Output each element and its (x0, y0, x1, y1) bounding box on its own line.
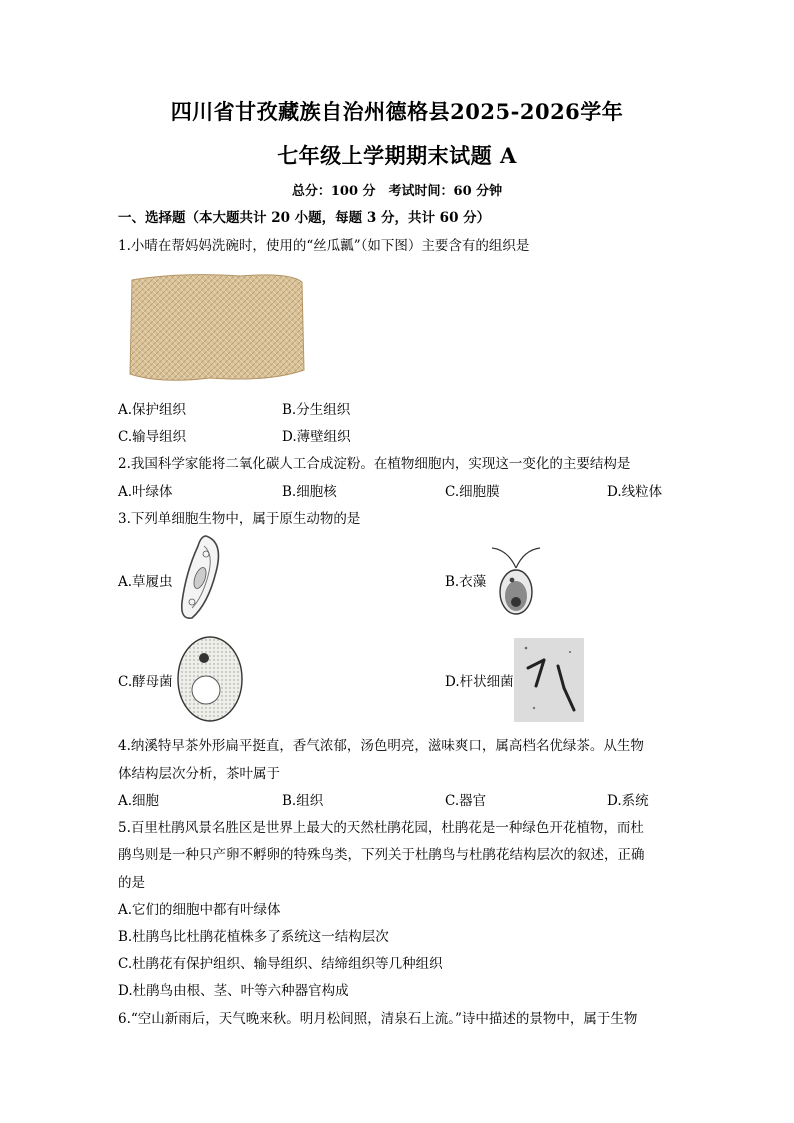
q1-option-c[interactable]: C.输导组织 (118, 429, 187, 445)
question-4-stem-line-2: 体结构层次分析，茶叶属于 (118, 766, 280, 782)
q5-option-b[interactable]: B.杜鹃鸟比杜鹃花植株多了系统这一结构层次 (118, 929, 389, 945)
bacillus-image (514, 638, 584, 722)
loofah-sponge-image (120, 270, 310, 388)
question-3-stem: 3.下列单细胞生物中，属于原生动物的是 (118, 511, 361, 527)
section-heading: 一、选择题（本大题共计 20 小题，每题 3 分，共计 60 分） (118, 210, 491, 226)
chlamydomonas-image (486, 540, 546, 620)
q5-option-a[interactable]: A.它们的细胞中都有叶绿体 (118, 902, 281, 918)
question-5-stem-line-1: 5.百里杜鹃风景名胜区是世界上最大的天然杜鹃花园，杜鹃花是一种绿色开花植物，而杜 (118, 820, 644, 836)
question-4-stem-line-1: 4.纳溪特早茶外形扁平挺直，香气浓郁，汤色明亮，滋味爽口，属高档名优绿茶。从生物 (118, 738, 644, 754)
q4-option-b[interactable]: B.组织 (282, 793, 324, 809)
q2-option-a[interactable]: A.叶绿体 (118, 484, 173, 500)
q3-option-a[interactable]: A.草履虫 (118, 574, 173, 590)
title-line-1: 四川省甘孜藏族自治州德格县2025-2026学年 (170, 99, 624, 124)
q3-option-c[interactable]: C.酵母菌 (118, 674, 173, 690)
question-1-stem: 1.小晴在帮妈妈洗碗时，使用的“丝瓜瓤”（如下图）主要含有的组织是 (118, 238, 530, 254)
q4-option-d[interactable]: D.系统 (607, 793, 649, 809)
question-6-stem-line-1: 6.“空山新雨后，天气晚来秋。明月松间照，清泉石上流。”诗中描述的景物中，属于生物 (118, 1011, 638, 1027)
yeast-image (176, 634, 244, 724)
title-line-2: 七年级上学期期末试题 A (277, 143, 517, 168)
q2-option-d[interactable]: D.线粒体 (607, 484, 663, 500)
q2-option-c[interactable]: C.细胞膜 (445, 484, 500, 500)
question-5-stem-line-2: 鹃鸟则是一种只产卵不孵卵的特殊鸟类，下列关于杜鹃鸟与杜鹃花结构层次的叙述，正确 (118, 847, 645, 863)
q1-option-d[interactable]: D.薄壁组织 (282, 429, 351, 445)
q3-option-d[interactable]: D.杆状细菌 (445, 674, 514, 690)
paramecium-image (176, 532, 226, 622)
q2-option-b[interactable]: B.细胞核 (282, 484, 337, 500)
q3-option-b[interactable]: B.衣藻 (445, 574, 487, 590)
exam-meta: 总分：100 分 考试时间：60 分钟 (291, 184, 503, 199)
q4-option-c[interactable]: C.器官 (445, 793, 487, 809)
q1-option-b[interactable]: B.分生组织 (282, 402, 351, 418)
question-5-stem-line-3: 的是 (118, 875, 145, 891)
q4-option-a[interactable]: A.细胞 (118, 793, 160, 809)
q5-option-d[interactable]: D.杜鹃鸟由根、茎、叶等六种器官构成 (118, 983, 349, 999)
question-2-stem: 2.我国科学家能将二氧化碳人工合成淀粉。在植物细胞内，实现这一变化的主要结构是 (118, 456, 631, 472)
q1-option-a[interactable]: A.保护组织 (118, 402, 187, 418)
q5-option-c[interactable]: C.杜鹃花有保护组织、输导组织、结缔组织等几种组织 (118, 956, 443, 972)
